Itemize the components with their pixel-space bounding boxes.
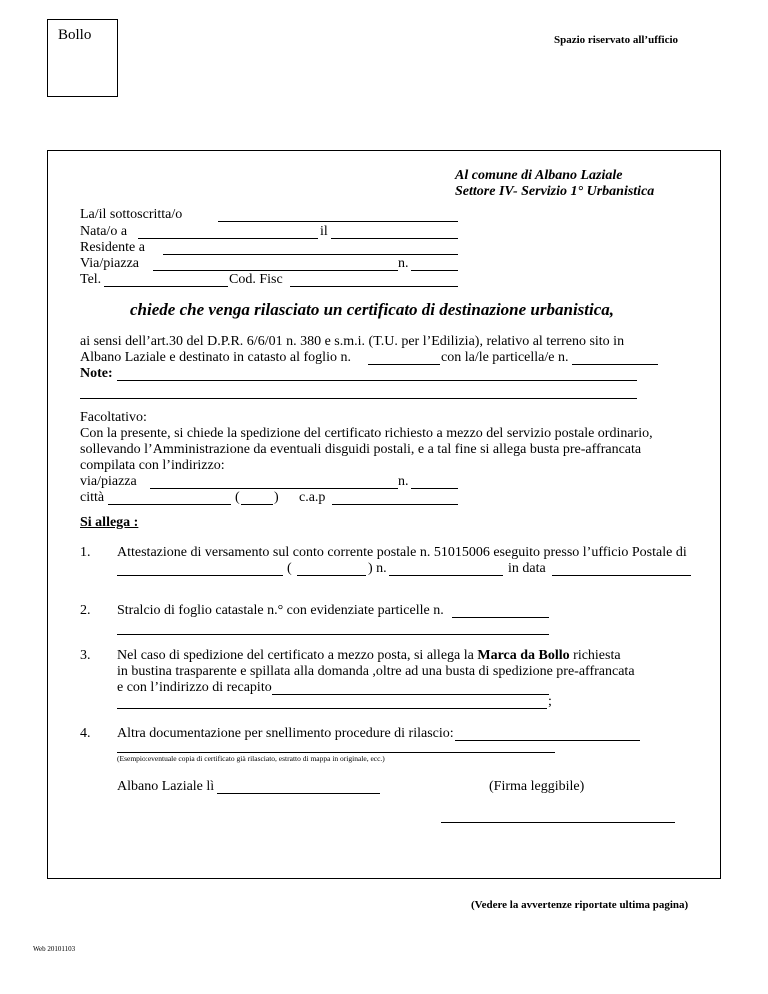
marca-da-bollo-text: Marca da Bollo <box>477 648 570 663</box>
signature-label: (Firma leggibile) <box>489 779 585 794</box>
field-item4-doc[interactable] <box>455 740 640 741</box>
label-n: n. <box>398 256 409 271</box>
label-citta: città <box>80 490 105 505</box>
bollo-label: Bollo <box>58 27 92 43</box>
label-il: il <box>320 224 328 239</box>
label-nato: Nata/o a <box>80 224 128 239</box>
item-3-line-1: Nel caso di spedizione del certificato a mezzo posta, si allega la Marca da Bollo richiesta <box>117 648 621 663</box>
item-2-line-1: Stralcio di foglio catastale n.° con evidenziate particelle n. <box>117 603 444 618</box>
field-item3-recapito[interactable] <box>272 694 549 695</box>
field-item3-extra[interactable] <box>117 708 547 709</box>
recipient-line-2: Settore IV- Servizio 1° Urbanistica <box>455 184 655 199</box>
field-item1-data[interactable] <box>552 575 691 576</box>
paren-open: ( <box>235 490 240 505</box>
field-sottoscritta[interactable] <box>218 221 458 222</box>
label-cap: c.a.p <box>299 490 326 505</box>
request-heading: chiede che venga rilasciato un certificato di destinazione urbanistica, <box>130 300 615 319</box>
field-signature[interactable] <box>441 822 675 823</box>
facoltativo-line-1: Con la presente, si chiede la spedizione del certificato richiesto a mezzo del servizio postale ordinario, <box>80 426 653 441</box>
item-3-line-2: in bustina trasparente e spillata alla domanda ,oltre ad una busta di spedizione pre-affrancata <box>117 664 635 679</box>
item-1-number: 1. <box>80 545 91 560</box>
facoltativo-line-2: sollevando l’Amministrazione da eventuali disguidi postali, e a tal fine si allega busta pre-affrancata <box>80 442 642 457</box>
item-1-line-1: Attestazione di versamento sul conto corrente postale n. 51015006 eseguito presso l’ufficio Postale di <box>117 545 687 560</box>
label-residente: Residente a <box>80 240 145 255</box>
facoltativo-title: Facoltativo: <box>80 410 147 425</box>
field-cap[interactable] <box>332 504 458 505</box>
field-item1-ufficio[interactable] <box>117 575 283 576</box>
item-1-data-label: in data <box>508 561 546 576</box>
field-signature-date[interactable] <box>217 793 380 794</box>
item-4-example-note: (Esempio:eventuale copia di certificato già rilasciato, estratto di mappa in originale, ecc.) <box>117 754 385 763</box>
si-allega-heading: Si allega : <box>80 515 139 530</box>
field-particella[interactable] <box>572 364 658 365</box>
field-foglio[interactable] <box>368 364 440 365</box>
signature-place-label: Albano Laziale lì <box>117 779 215 794</box>
item-3-line-3: e con l’indirizzo di recapito <box>117 680 272 695</box>
item-1-n: ) n. <box>368 561 387 576</box>
label-sottoscritta: La/il sottoscritta/o <box>80 207 183 222</box>
body-line-2b: con la/le particella/e n. <box>441 350 569 365</box>
body-line-2a: Albano Laziale e destinato in catasto al foglio n. <box>80 350 351 365</box>
label-codfisc: Cod. Fisc <box>229 272 283 287</box>
item-4-number: 4. <box>80 726 91 741</box>
facoltativo-line-3: compilata con l’indirizzo: <box>80 458 225 473</box>
item-3-semicolon: ; <box>548 694 552 709</box>
field-item1-prov[interactable] <box>297 575 366 576</box>
field-civico-post[interactable] <box>411 488 458 489</box>
field-codfisc[interactable] <box>290 286 458 287</box>
label-via: Via/piazza <box>80 256 140 271</box>
field-via[interactable] <box>153 270 398 271</box>
item-4-line-1: Altra documentazione per snellimento procedure di rilascio: <box>117 726 454 741</box>
item-1-paren: ( <box>287 561 292 576</box>
field-provincia[interactable] <box>241 504 273 505</box>
field-citta[interactable] <box>108 504 231 505</box>
field-note-1[interactable] <box>117 380 637 381</box>
form-frame <box>47 150 721 879</box>
office-reserved-label: Spazio riservato all’ufficio <box>554 34 679 46</box>
label-via-post: via/piazza <box>80 474 137 489</box>
field-via-post[interactable] <box>150 488 398 489</box>
note-label: Note: <box>80 366 113 381</box>
paren-close: ) <box>274 490 279 505</box>
label-tel: Tel. <box>80 272 102 287</box>
field-civico[interactable] <box>411 270 458 271</box>
body-line-1: ai sensi dell’art.30 del D.P.R. 6/6/01 n. 380 e s.m.i. (T.U. per l’Edilizia), relativo al terreno sito in <box>80 334 625 349</box>
field-item4-extra[interactable] <box>117 752 555 753</box>
footer-web-version: Web 20101103 <box>33 945 76 953</box>
field-tel[interactable] <box>104 286 228 287</box>
field-item1-numero[interactable] <box>389 575 503 576</box>
field-residente[interactable] <box>163 254 458 255</box>
field-item2-particelle[interactable] <box>452 617 549 618</box>
recipient-line-1: Al comune di Albano Laziale <box>455 168 623 183</box>
item-3-number: 3. <box>80 648 91 663</box>
label-n-post: n. <box>398 474 409 489</box>
field-note-2[interactable] <box>80 398 637 399</box>
field-nato-data[interactable] <box>331 238 458 239</box>
footer-avvertenze: (Vedere la avvertenze riportate ultima pagina) <box>471 899 689 911</box>
field-nato-luogo[interactable] <box>138 238 318 239</box>
field-item2-extra[interactable] <box>117 634 549 635</box>
item-2-number: 2. <box>80 603 91 618</box>
